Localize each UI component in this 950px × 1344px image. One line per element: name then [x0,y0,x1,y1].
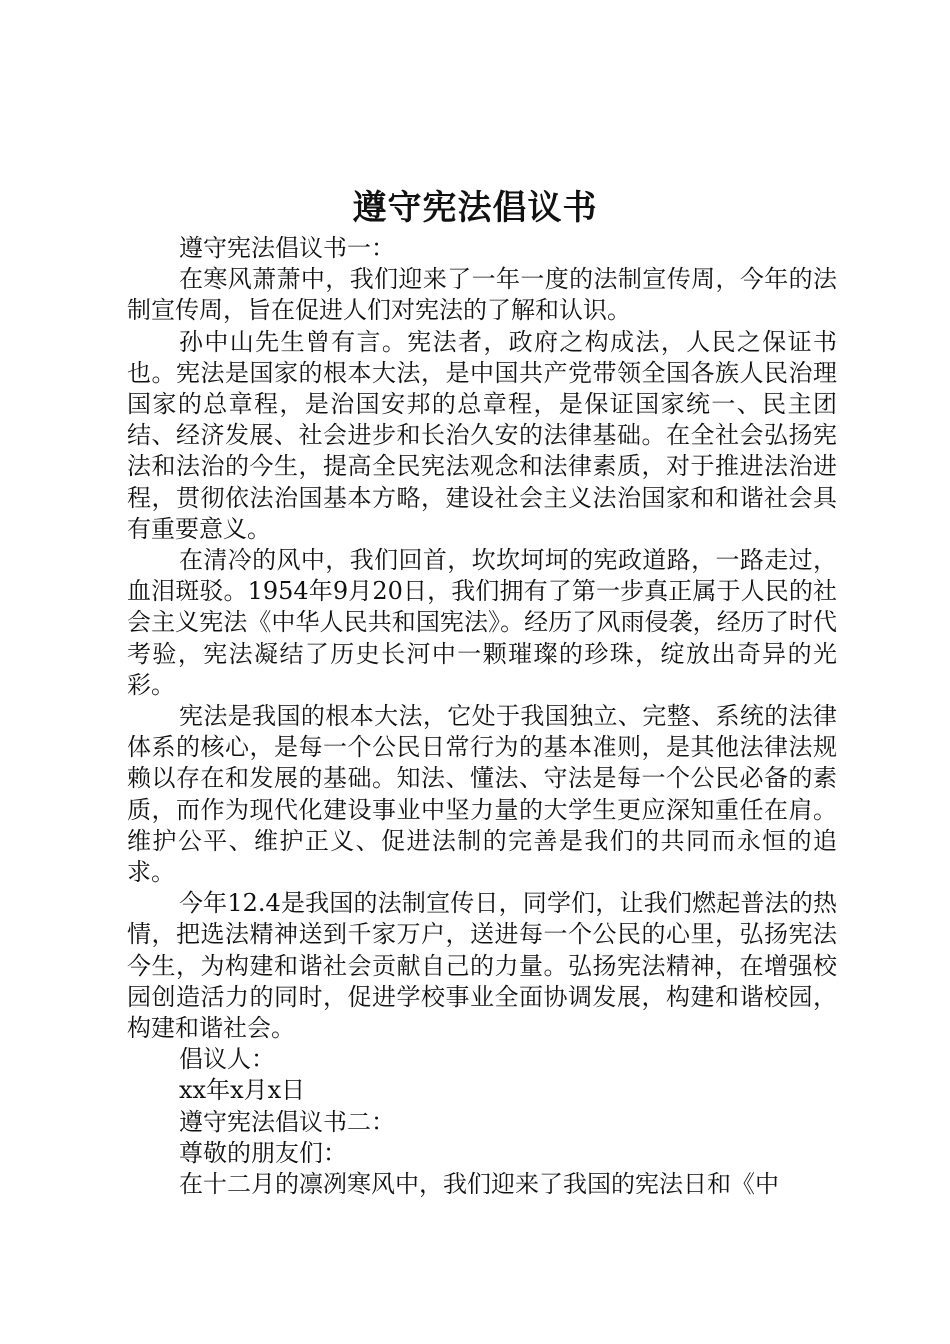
paragraph-history: 在清冷的风中，我们回首，坎坎坷坷的宪政道路，一路走过，血泪斑驳。1954年9月20日，我们拥有了第一步真正属于人民的社会主义宪法《中华人民共和国宪法》。经历了风雨侵袭，经历了时代考验，宪法凝结了历史长河中一颗璀璨的珍珠，绽放出奇异的光彩。 [127,546,837,699]
paragraph-sun-zhongshan: 孙中山先生曾有言。宪法者，政府之构成法，人民之保证书也。宪法是国家的根本大法，是中国共产党带领全国各族人民治理国家的总章程，是治国安邦的总章程，是保证国家统一、民主团结、经济发展、社会进步和长治久安的法律基础。在全社会弘扬宪法和法治的今生，提高全民宪法观念和法律素质，对于推进法治进程，贯彻依法治国基本方略，建设社会主义法治国家和和谐社会具有重要意义。 [127,327,837,543]
initiator-label: 倡议人： [179,1045,275,1074]
salutation: 尊敬的朋友们： [179,1138,347,1167]
document-body [127,233,837,1200]
paragraph-fundamental-law: 宪法是我国的根本大法，它处于我国独立、完整、系统的法律体系的核心，是每一个公民日常行为的基本准则，是其他法律法规赖以存在和发展的基础。知法、懂法、守法是每一个公民必备的素质，而作为现代化建设事业中坚力量的大学生更应深知重任在肩。维护公平、维护正义、促进法制的完善是我们的共同而永恒的追求。 [127,702,837,887]
section-heading-one: 遵守宪法倡议书一： [179,234,395,262]
paragraph-december: 在十二月的凛冽寒风中，我们迎来了我国的宪法日和《中 [179,1170,779,1199]
section-heading-two: 遵守宪法倡议书二： [179,1107,395,1136]
document-title: 遵守宪法倡议书 [352,188,598,228]
paragraph-legal-day: 今年12.4是我国的法制宣传日，同学们，让我们燃起普法的热情，把选法精神送到千家万户，送进每一个公民的心里，弘扬宪法今生，为构建和谐社会贡献自己的力量。弘扬宪法精神，在增强校园创造活力的同时，促进学校事业全面协调发展，构建和谐校园，构建和谐社会。 [127,889,837,1043]
date-line: xx年x月x日 [179,1076,306,1105]
paragraph-intro: 在寒风萧萧中，我们迎来了一年一度的法制宣传周，今年的法制宣传周，旨在促进人们对宪法的了解和认识。 [127,265,837,325]
